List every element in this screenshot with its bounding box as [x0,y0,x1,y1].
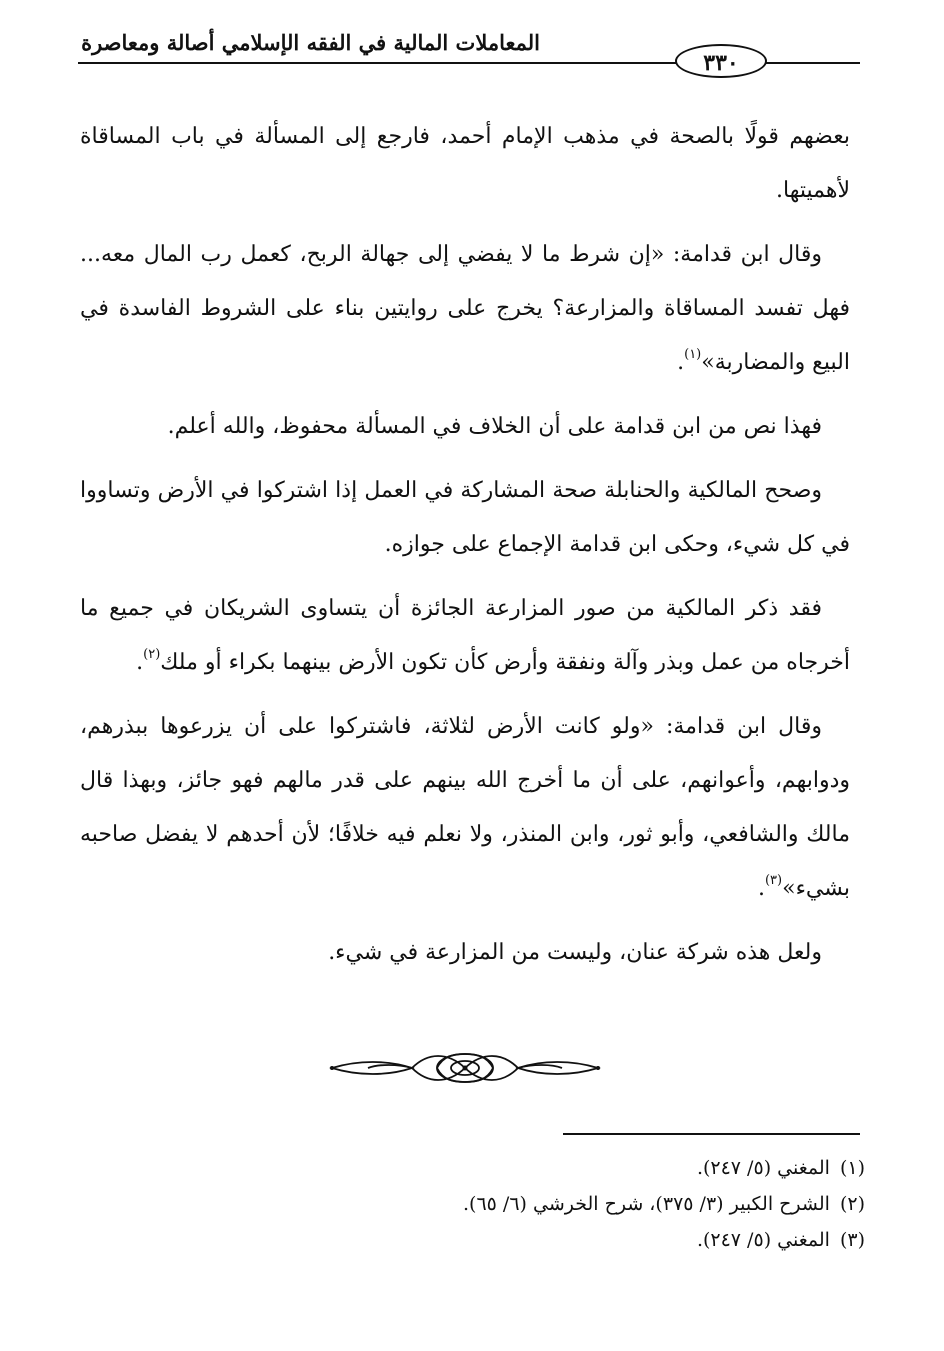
footnote-text: المغني (٥/ ٢٤٧). [696,1229,830,1251]
paragraph-7 [80,926,850,980]
footnote-text: الشرح الكبير (٣/ ٣٧٥)، شرح الخرشي (٦/ ٦٥). [462,1193,830,1215]
paragraph-end: . [136,650,144,675]
paragraph-4 [80,464,850,572]
paragraph-text: فهذا نص من ابن قدامة على أن الخلاف في المسألة محفوظ، والله أعلم. [167,414,822,439]
paragraph-6 [80,700,850,916]
paragraph-3 [80,400,850,454]
paragraph-end: . [677,350,685,375]
main-text [80,110,850,990]
paragraph-end: . [757,876,765,901]
footnote-number: (٣) [839,1229,865,1251]
decorative-knot-divider-icon [328,1048,602,1088]
paragraph-text: وقال ابن قدامة: «إن شرط ما لا يفضي إلى جهالة الربح، كعمل رب المال معه... فهل تفسد المساقاة والمزارعة؟ يخرج على روايتين بناء على الشروط الفاسدة في البيع والمضاربة» [80,242,850,375]
paragraph-1 [80,110,850,218]
footnote-reference[interactable]: (٢) [143,647,161,662]
footnotes [300,1150,865,1258]
paragraph-text: وقال ابن قدامة: «ولو كانت الأرض لثلاثة، فاشتركوا على أن يزرعوها ببذرهم، ودوابهم، وأعوانهم، على أن ما أخرج الله بينهم على قدر مالهم فهو جائز، وبهذا قال مالك والشافعي، وأبو ثور، وابن المنذر، ولا نعلم فيه خلافًا؛ لأن أحدهم لا يفضل صاحبه بشيء» [80,714,851,901]
paragraph-text: فقد ذكر المالكية من صور المزارعة الجائزة أن يتساوى الشريكان في جميع ما أخرجاه من عمل وبذر وآلة ونفقة وأرض كأن تكون الأرض بينهما بكراء أو ملك [80,596,850,675]
paragraph-text: وصحح المالكية والحنابلة صحة المشاركة في العمل إذا اشتركوا في الأرض وتساووا في كل شيء، وحكى ابن قدامة الإجماع على جوازه. [80,478,850,557]
footnote-number: (١) [839,1157,865,1179]
paragraph-5 [80,582,850,690]
footnote-text: المغني (٥/ ٢٤٧). [696,1157,830,1179]
footnote-1 [300,1150,865,1186]
footnote-3 [300,1222,865,1258]
footnote-reference[interactable]: (٣) [764,873,783,888]
paragraph-text: بعضهم قولًا بالصحة في مذهب الإمام أحمد، فارجع إلى المسألة في باب المساقاة لأهميتها. [80,124,850,203]
running-title: المعاملات المالية في الفقه الإسلامي أصالة ومعاصرة [81,30,540,55]
paragraph-text: ولعل هذه شركة عنان، وليست من المزارعة في شيء. [328,940,822,965]
footnote-reference[interactable]: (١) [684,347,702,362]
footnote-number: (٢) [839,1193,865,1215]
paragraph-2 [80,228,850,390]
page-number: ٣٣٠ [675,44,767,78]
footnote-2 [300,1186,865,1222]
footnote-rule [563,1133,860,1135]
